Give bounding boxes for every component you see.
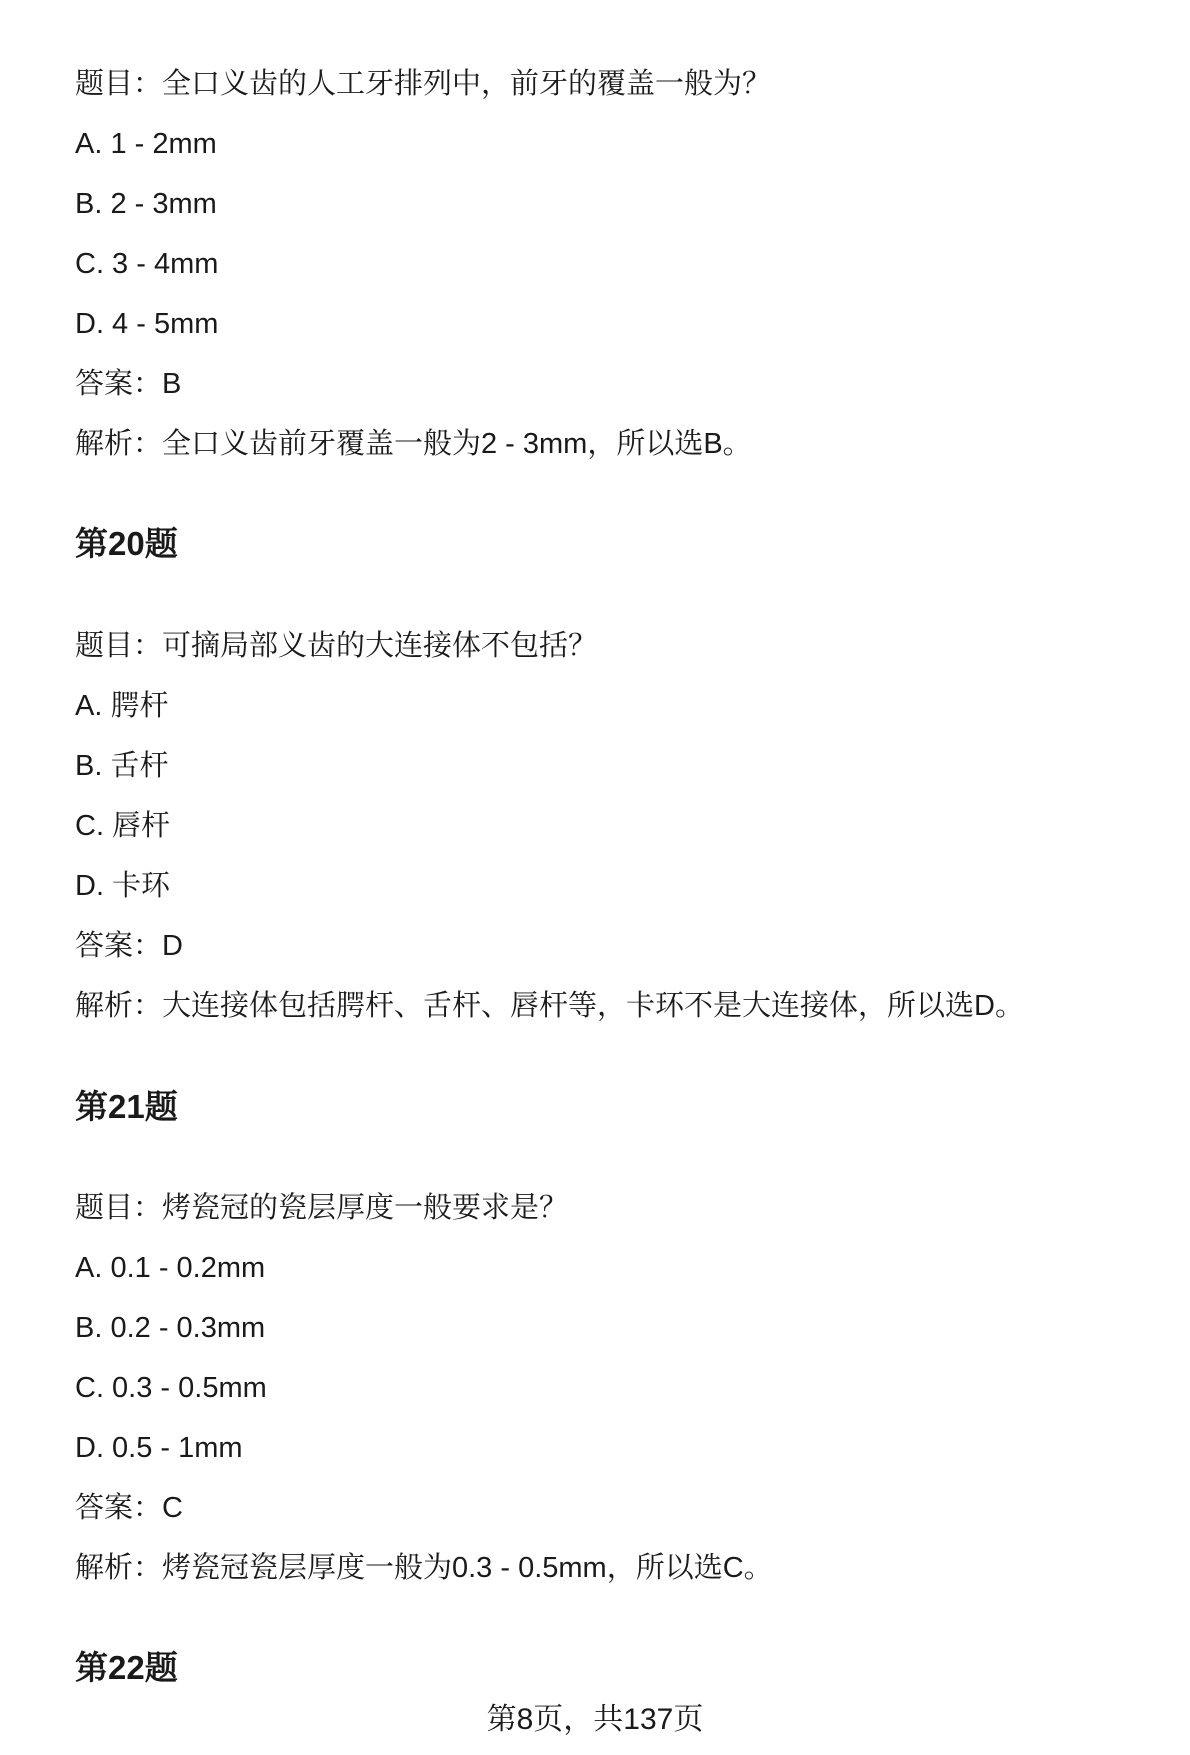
- question-20-text: 题目：可摘局部义齿的大连接体不包括？: [75, 630, 598, 662]
- question-20-heading: 第20题: [75, 525, 178, 562]
- question-19-option-d: D. 4 - 5mm: [75, 308, 219, 340]
- question-19-text: 题目：全口义齿的人工牙排列中，前牙的覆盖一般为？: [75, 68, 772, 100]
- question-20-option-c: C. 唇杆: [75, 810, 171, 842]
- question-19-option-a: A. 1 - 2mm: [75, 128, 217, 160]
- question-21-answer: 答案：C: [75, 1492, 183, 1524]
- question-21-option-d: D. 0.5 - 1mm: [75, 1432, 243, 1464]
- question-20-analysis: 解析：大连接体包括腭杆、舌杆、唇杆等，卡环不是大连接体，所以选D。: [75, 990, 1024, 1022]
- question-21-analysis: 解析：烤瓷冠瓷层厚度一般为0.3 - 0.5mm，所以选C。: [75, 1552, 773, 1584]
- question-21-text: 题目：烤瓷冠的瓷层厚度一般要求是？: [75, 1192, 569, 1224]
- question-20-option-d: D. 卡环: [75, 870, 171, 902]
- question-20-option-b: B. 舌杆: [75, 750, 169, 782]
- page-footer: 第8页，共137页: [486, 1703, 704, 1736]
- question-20-option-a: A. 腭杆: [75, 690, 169, 722]
- question-19-option-b: B. 2 - 3mm: [75, 188, 217, 220]
- question-21-heading: 第21题: [75, 1088, 178, 1125]
- question-19-answer: 答案：B: [75, 368, 182, 400]
- question-21-option-b: B. 0.2 - 0.3mm: [75, 1312, 266, 1344]
- question-22-heading: 第22题: [75, 1649, 178, 1686]
- question-20-answer: 答案：D: [75, 930, 183, 962]
- question-21-option-a: A. 0.1 - 0.2mm: [75, 1252, 266, 1284]
- question-19-option-c: C. 3 - 4mm: [75, 248, 219, 280]
- question-19-analysis: 解析：全口义齿前牙覆盖一般为2 - 3mm，所以选B。: [75, 428, 752, 460]
- question-21-option-c: C. 0.3 - 0.5mm: [75, 1372, 267, 1404]
